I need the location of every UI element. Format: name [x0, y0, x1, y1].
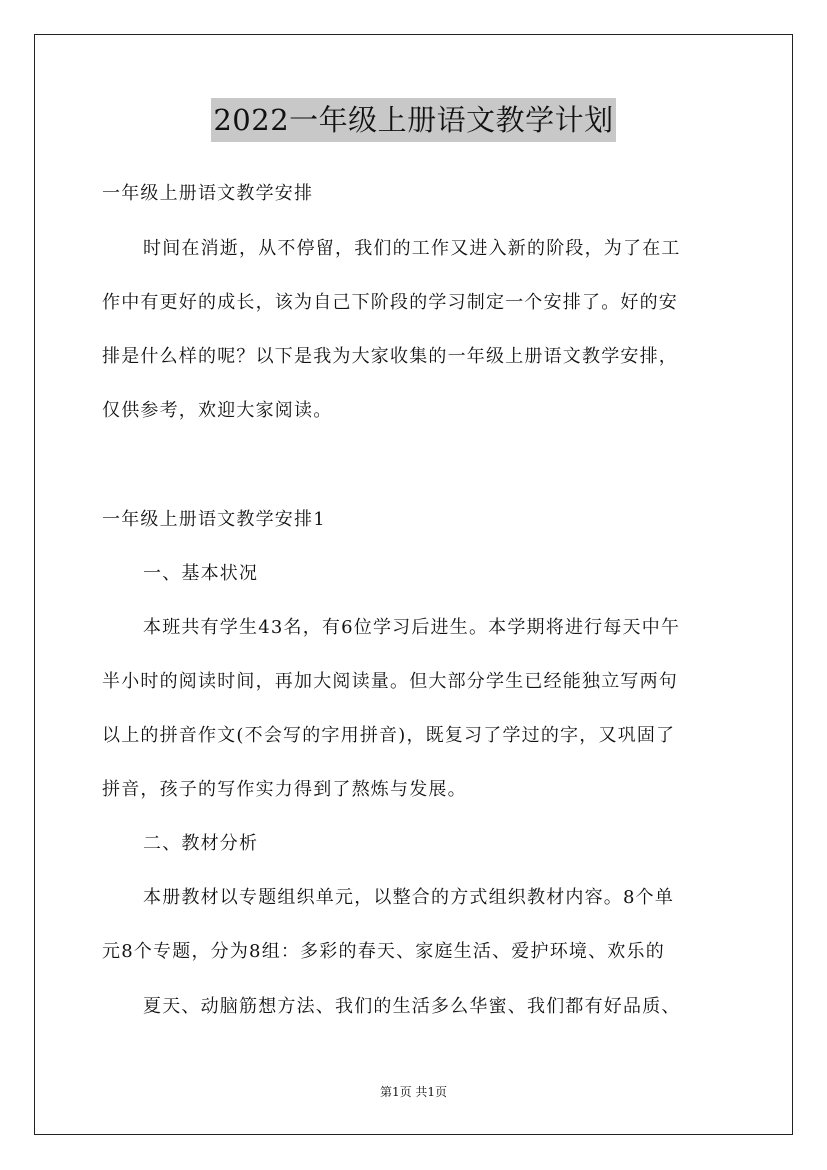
- paragraph-line: 半小时的阅读时间，再加大阅读量。但大部分学生已经能独立写两句: [102, 671, 678, 692]
- intro-line: 作中有更好的成长，该为自己下阶段的学习制定一个安排了。好的安: [102, 292, 678, 313]
- paragraph-line: 本册教材以专题组织单元，以整合的方式组织教材内容。8个单: [143, 887, 675, 908]
- subheading-plan-1: 一年级上册语文教学安排1: [102, 509, 326, 530]
- section-heading: 一、基本状况: [143, 563, 259, 584]
- paragraph-line: 拼音，孩子的写作实力得到了熬炼与发展。: [102, 779, 467, 800]
- intro-line: 时间在消逝，从不停留，我们的工作又进入新的阶段，为了在工: [143, 238, 681, 259]
- intro-line: 排是什么样的呢？以下是我为大家收集的一年级上册语文教学安排，: [102, 346, 678, 367]
- subheading-plan: 一年级上册语文教学安排: [102, 183, 314, 204]
- paragraph-line: 本班共有学生43名，有6位学习后进生。本学期将进行每天中午: [143, 617, 681, 638]
- paragraph-line: 夏天、动脑筋想方法、我们的生活多么华蜜、我们都有好品质、: [143, 996, 681, 1017]
- paragraph-line: 元8个专题，分为8组：多彩的春天、家庭生活、爱护环境、欢乐的: [102, 941, 665, 962]
- paragraph-line: 以上的拼音作文(不会写的字用拼音)，既复习了学过的字，又巩固了: [102, 725, 676, 746]
- page-footer: 第1页 共1页: [379, 1085, 448, 1099]
- document-title: 2022一年级上册语文教学计划: [211, 98, 615, 142]
- intro-line: 仅供参考，欢迎大家阅读。: [102, 400, 333, 421]
- section-heading: 二、教材分析: [143, 833, 259, 854]
- title-container: [0, 98, 827, 142]
